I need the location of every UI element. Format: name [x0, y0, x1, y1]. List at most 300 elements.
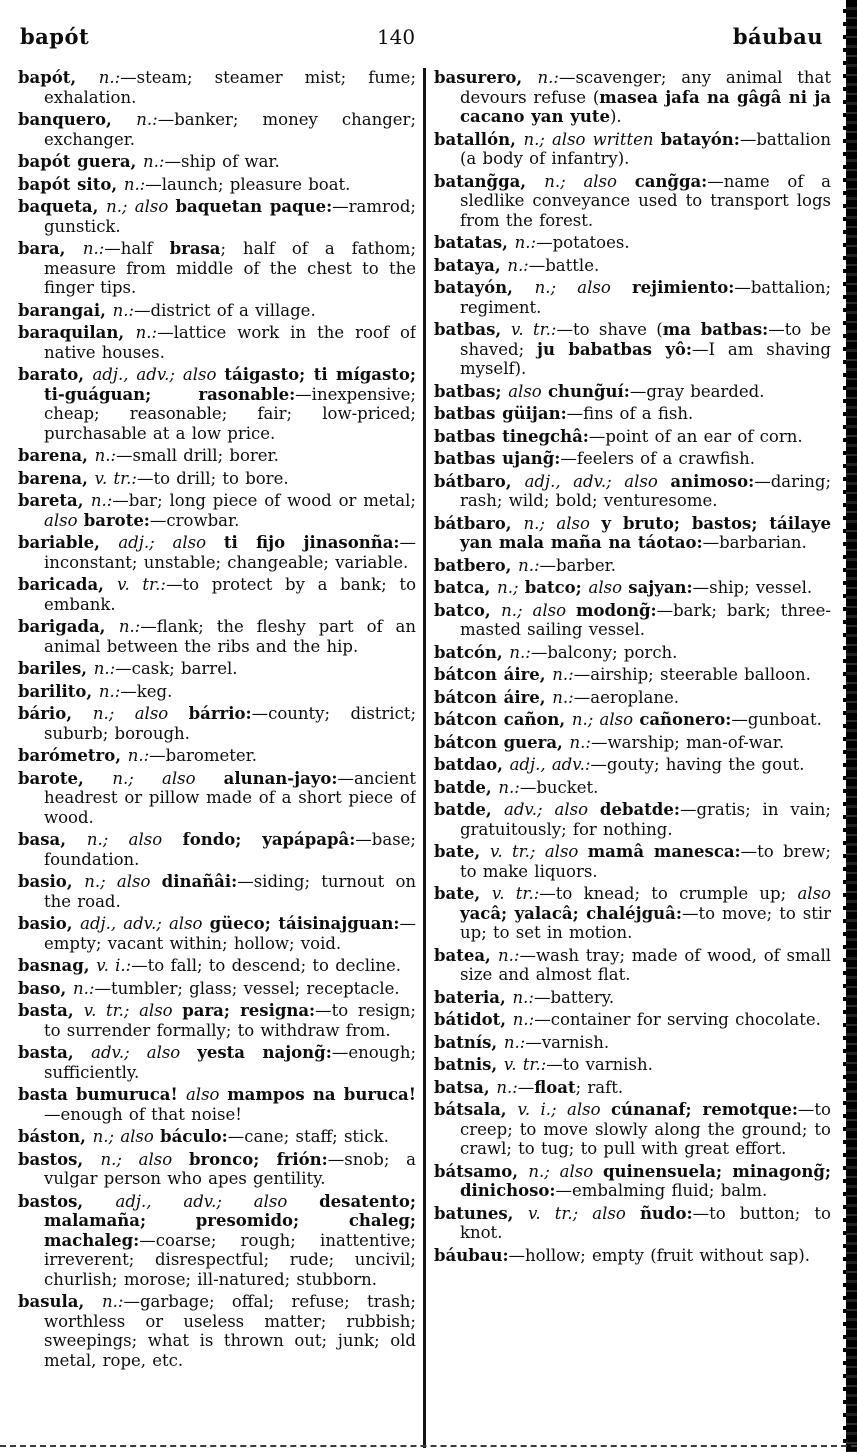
- entry-segment: alunan-jayo:: [223, 768, 338, 788]
- entry-segment: ñudo:: [639, 1203, 693, 1223]
- dictionary-entry: [434, 472, 831, 511]
- entry-segment: quinensuela; minagong̃; dinichoso:: [460, 1161, 831, 1200]
- dictionary-entry: [18, 469, 416, 489]
- entry-segment: n.; also: [528, 1161, 603, 1181]
- entry-segment: batbas güijan:: [434, 404, 567, 423]
- entry-segment: barato,: [18, 365, 93, 384]
- entry-segment: n.; also: [86, 830, 183, 849]
- entry-segment: barangai,: [18, 300, 113, 320]
- entry-segment: n.:: [552, 665, 574, 684]
- entry-segment: v. tr.:: [503, 1055, 547, 1074]
- entry-segment: n.:: [496, 1077, 518, 1097]
- entry-segment: n.:: [537, 68, 559, 87]
- entry-segment: basio,: [18, 872, 85, 891]
- entry-segment: batbas;: [434, 381, 509, 401]
- dictionary-entry: [434, 278, 831, 317]
- entry-segment: —bark; bark; three-masted sailing vessel.: [460, 600, 831, 639]
- header-last-headword: báubau: [732, 24, 823, 49]
- entry-segment: v. tr.:: [491, 884, 540, 903]
- entry-segment: —to shave (: [556, 320, 663, 339]
- dictionary-entry: [434, 172, 831, 231]
- dictionary-entry: [18, 1001, 416, 1040]
- dictionary-entry: [434, 404, 831, 424]
- entry-segment: batea,: [434, 945, 499, 965]
- entry-segment: —lattice work in the roof of native houses.: [44, 323, 416, 362]
- entry-segment: n.:: [90, 491, 113, 510]
- entry-segment: basio,: [18, 914, 81, 933]
- entry-segment: float: [534, 1077, 576, 1097]
- entry-segment: basta,: [18, 1001, 84, 1020]
- dictionary-entry: [434, 1100, 831, 1159]
- entry-segment: batde,: [434, 777, 499, 797]
- entry-segment: dinañâi:: [161, 872, 238, 891]
- dictionary-entry: [18, 1292, 416, 1370]
- entry-segment: n.:: [73, 978, 95, 998]
- entry-segment: n.; also: [92, 1127, 161, 1146]
- entry-segment: —inconstant; unstable; changeable; variable.: [44, 533, 416, 572]
- entry-segment: —enough; sufficiently.: [44, 1043, 416, 1082]
- entry-segment: v. tr.; also: [489, 842, 588, 861]
- dictionary-entry: [434, 946, 831, 985]
- entry-segment: —gray bearded.: [629, 381, 765, 401]
- entry-segment: baqueta,: [18, 197, 107, 216]
- entry-segment: —balcony; porch.: [530, 642, 678, 662]
- entry-segment: —I am shaving myself).: [460, 339, 831, 378]
- entry-segment: desatento; malamaña; presomido; chaleg; machaleg:: [44, 1191, 416, 1250]
- entry-segment: v. tr.; also: [83, 1001, 183, 1020]
- entry-segment: —snob; a vulgar person who apes gentility.: [44, 1149, 416, 1188]
- entry-segment: batca,: [434, 578, 498, 597]
- entry-segment: n.:: [509, 642, 531, 662]
- dictionary-entry: [434, 643, 831, 663]
- entry-segment: batbas tinegchâ:: [434, 426, 589, 446]
- entry-segment: —container for serving chocolate.: [534, 1010, 821, 1029]
- entry-segment: also: [588, 578, 629, 597]
- entry-segment: —ship; vessel.: [692, 578, 813, 597]
- entry-segment: —ancient headrest or pillow made of a short piece of wood.: [44, 768, 416, 827]
- dictionary-entry: [434, 1033, 831, 1053]
- dictionary-entry: [18, 1043, 416, 1082]
- entry-segment: —to varnish.: [546, 1055, 653, 1074]
- entry-segment: n.:: [512, 1010, 535, 1029]
- entry-segment: batayón,: [434, 278, 535, 297]
- entry-segment: bariable,: [18, 533, 119, 552]
- entry-segment: —small drill; borer.: [116, 446, 279, 465]
- entry-segment: n.:: [123, 174, 146, 194]
- dictionary-entry: [18, 197, 416, 236]
- entry-segment: n.; also: [523, 513, 602, 533]
- entry-segment: para; resigna:: [182, 1001, 316, 1020]
- dictionary-entry: [18, 830, 416, 869]
- entry-segment: —gouty; having the gout.: [590, 755, 805, 774]
- entry-segment: n.:: [98, 681, 121, 701]
- entry-segment: —to be shaved;: [460, 320, 831, 359]
- entry-segment: n.; also: [84, 872, 162, 891]
- dictionary-entry: [434, 578, 831, 598]
- entry-segment: —varnish.: [525, 1032, 610, 1052]
- entry-segment: bátcon cañon,: [434, 710, 572, 729]
- entry-segment: also: [797, 884, 831, 903]
- dictionary-entry: [434, 427, 831, 447]
- entry-segment: n.:: [512, 987, 534, 1007]
- entry-segment: also: [508, 381, 548, 401]
- entry-segment: —siding; turnout on the road.: [44, 872, 416, 911]
- entry-segment: batdao,: [434, 755, 510, 774]
- entry-segment: —to protect by a bank; to embank.: [44, 575, 416, 614]
- entry-segment: bátsala,: [434, 1100, 518, 1119]
- entry-segment: —district of a village.: [134, 300, 316, 320]
- entry-segment: ti fijo jinasonña:: [223, 533, 400, 552]
- entry-segment: n.; also: [571, 710, 640, 729]
- entry-segment: —enough of that noise!: [44, 1104, 242, 1124]
- entry-segment: —keg.: [120, 681, 173, 701]
- entry-segment: —to creep; to move slowly along the ground; to crawl; to tug; to pull with great effort.: [460, 1100, 831, 1158]
- entry-segment: batbas ujang̃:: [434, 449, 561, 468]
- dictionary-entry: [18, 1150, 416, 1189]
- entry-segment: v. i.; also: [517, 1100, 611, 1119]
- entry-segment: n.:: [503, 1032, 526, 1052]
- entry-segment: n.:: [102, 1292, 124, 1311]
- dictionary-entry: [18, 659, 416, 679]
- entry-segment: v. tr.; also: [527, 1203, 640, 1223]
- dictionary-entry: [434, 778, 831, 798]
- dictionary-entry: [434, 256, 831, 276]
- dictionary-entry: [434, 1010, 831, 1030]
- entry-segment: batbero,: [434, 555, 519, 575]
- entry-segment: batsa,: [434, 1077, 497, 1097]
- entry-segment: —to fall; to descend; to decline.: [131, 956, 401, 975]
- entry-segment: basta bumuruca!: [18, 1085, 186, 1104]
- column-divider-rule: [423, 68, 426, 1448]
- entry-segment: cañonero:: [639, 710, 732, 729]
- entry-segment: v. tr.:: [94, 468, 137, 488]
- entry-segment: barómetro,: [18, 746, 128, 765]
- entry-segment: n.; also: [92, 704, 189, 723]
- entry-segment: n.:: [507, 255, 529, 275]
- entry-segment: batnis,: [434, 1055, 504, 1074]
- entry-segment: bariles,: [18, 659, 94, 678]
- dictionary-entry: [18, 301, 416, 321]
- entry-segment: —county; district; suburb; borough.: [44, 704, 416, 743]
- entry-segment: n.; also written: [523, 129, 661, 149]
- entry-segment: baso,: [18, 978, 74, 998]
- entry-segment: n.:: [94, 446, 117, 465]
- text-body: [0, 62, 857, 1448]
- entry-segment: —feelers of a crawfish.: [560, 449, 755, 468]
- entry-segment: n.:: [135, 323, 158, 342]
- scan-edge-artifact: [846, 0, 857, 1452]
- entry-segment: ma batbas:: [662, 320, 769, 339]
- entry-segment: adv.; also: [91, 1043, 198, 1062]
- entry-segment: brasa: [169, 239, 221, 258]
- entry-segment: y bruto; bastos; táilaye yan mala maña na táotao:: [460, 513, 832, 552]
- dictionary-entry: [434, 514, 831, 553]
- entry-segment: —aeroplane.: [573, 687, 679, 707]
- dictionary-entry: [434, 1055, 831, 1075]
- entry-segment: —empty; vacant within; hollow; void.: [44, 914, 416, 953]
- entry-segment: —barometer.: [149, 746, 257, 765]
- entry-segment: masea jafa na gâgâ ni ja cacano yan yute: [460, 87, 832, 126]
- entry-segment: batallón,: [434, 129, 524, 149]
- entry-segment: —point of an ear of corn.: [588, 426, 803, 446]
- entry-segment: —to resign; to surrender formally; to withdraw from.: [44, 1001, 416, 1040]
- dictionary-entry: [18, 446, 416, 466]
- entry-segment: n.:: [569, 732, 591, 752]
- running-head: [0, 0, 857, 62]
- entry-segment: batcón,: [434, 642, 510, 662]
- entry-segment: bastos,: [18, 1149, 101, 1169]
- entry-segment: mamâ manesca:: [587, 842, 741, 861]
- entry-segment: —barber.: [539, 555, 616, 575]
- entry-segment: —warship; man-of-war.: [590, 732, 785, 752]
- dictionary-entry: [434, 233, 831, 253]
- dictionary-entry: [18, 1085, 416, 1124]
- entry-segment: adv.; also: [504, 800, 600, 819]
- entry-segment: ; half of a fathom; measure from middle of the chest to the finger tips.: [44, 239, 416, 297]
- entry-segment: ju babatbas yô:: [537, 339, 693, 359]
- page-bottom-edge: [0, 1445, 857, 1447]
- dictionary-entry: [18, 979, 416, 999]
- entry-segment: —coarse; rough; inattentive; irreverent; disrespectful; rude; uncivil; churlish; morose; ill-natured; stubborn.: [44, 1230, 416, 1289]
- entry-segment: basta,: [18, 1043, 92, 1062]
- entry-segment: n.; also: [534, 278, 632, 297]
- entry-segment: —gunboat.: [731, 710, 822, 729]
- entry-segment: n.; also: [544, 171, 635, 191]
- entry-segment: v. tr.:: [117, 575, 166, 594]
- dictionary-entry: [18, 68, 416, 107]
- dictionary-entry: [434, 449, 831, 469]
- dictionary-entry: [18, 175, 416, 195]
- dictionary-entry: [18, 1192, 416, 1290]
- dictionary-entry: [434, 988, 831, 1008]
- entry-segment: adj., adv.; also: [80, 914, 210, 933]
- entry-segment: —embalming fluid; balm.: [555, 1181, 768, 1200]
- entry-segment: —wash tray; made of wood, of small size and almost flat.: [460, 945, 831, 984]
- entry-segment: basa,: [18, 830, 87, 849]
- entry-segment: —bar; long piece of wood or metal;: [112, 491, 416, 510]
- dictionary-entry: [434, 1162, 831, 1201]
- entry-segment: bareta,: [18, 491, 91, 510]
- dictionary-entry: [18, 682, 416, 702]
- entry-segment: —potatoes.: [536, 233, 630, 252]
- entry-segment: —to button; to knot.: [460, 1203, 831, 1242]
- entry-segment: báston,: [18, 1127, 93, 1146]
- entry-segment: fondo; yapápapâ:: [182, 830, 356, 849]
- entry-segment: yacâ; yalacâ; chaléjguâ:: [460, 903, 682, 923]
- entry-segment: yesta najong̃:: [197, 1043, 332, 1062]
- dictionary-entry: [434, 710, 831, 730]
- dictionary-entry: [18, 491, 416, 530]
- entry-segment: —crowbar.: [149, 510, 240, 530]
- entry-segment: batbas,: [434, 320, 511, 339]
- entry-segment: —inexpensive; cheap; reasonable; fair; low-priced; purchasable at a low price.: [44, 384, 416, 443]
- entry-segment: —barbarian.: [702, 533, 807, 552]
- entry-segment: animoso:: [670, 471, 755, 491]
- entry-segment: n.:: [136, 110, 158, 129]
- entry-segment: —banker; money changer; exchanger.: [44, 110, 416, 149]
- entry-segment: —: [517, 1077, 535, 1097]
- entry-segment: modong̃:: [575, 600, 657, 620]
- column-right: [434, 68, 845, 1448]
- entry-segment: also: [44, 510, 84, 530]
- dictionary-entry: [18, 365, 416, 443]
- entry-segment: —cask; barrel.: [115, 659, 238, 678]
- entry-segment: bataya,: [434, 255, 508, 275]
- entry-segment: batco,: [434, 600, 502, 620]
- entry-segment: bateria,: [434, 987, 513, 1007]
- dictionary-entry: [434, 755, 831, 775]
- entry-segment: —cane; staff; stick.: [227, 1127, 389, 1146]
- entry-segment: barigada,: [18, 617, 119, 636]
- entry-segment: batde,: [434, 800, 505, 819]
- dictionary-entry: [18, 914, 416, 953]
- entry-segment: —steam; steamer mist; fume; exhalation.: [44, 68, 416, 107]
- entry-segment: cúnanaf; remotque:: [610, 1100, 798, 1119]
- entry-segment: bátbaro,: [434, 513, 524, 533]
- dictionary-entry: [18, 769, 416, 828]
- entry-segment: batang̃ga,: [434, 171, 545, 191]
- column-left: [18, 68, 416, 1448]
- entry-segment: n.; also: [106, 197, 176, 216]
- entry-segment: barilito,: [18, 681, 99, 701]
- dictionary-entry: [18, 239, 416, 298]
- entry-segment: n.:: [518, 555, 540, 575]
- entry-segment: bate,: [434, 842, 490, 861]
- entry-segment: baricada,: [18, 575, 118, 594]
- dictionary-entry: [434, 130, 831, 169]
- entry-segment: n.:: [552, 687, 574, 707]
- dictionary-entry: [18, 746, 416, 766]
- entry-segment: táigasto; ti mígasto; ti-guáguan; rasonable:: [44, 365, 416, 404]
- entry-segment: ).: [609, 107, 622, 126]
- entry-segment: báubau:: [434, 1245, 509, 1265]
- entry-segment: adj., adv.; also: [92, 365, 225, 384]
- entry-segment: batnís,: [434, 1032, 504, 1052]
- entry-segment: bronco; frión:: [188, 1149, 328, 1169]
- dictionary-entry: [18, 323, 416, 362]
- header-first-headword: bapót: [20, 24, 90, 49]
- entry-segment: —garbage; offal; refuse; trash; worthless or useless matter; rubbish; sweepings; what is thrown out; junk; old metal, rope, etc.: [44, 1292, 416, 1370]
- entry-segment: güeco; táisinajguan:: [209, 914, 400, 933]
- dictionary-entry: [434, 665, 831, 685]
- entry-segment: barote:: [83, 510, 150, 530]
- entry-segment: sajyan:: [628, 578, 693, 597]
- entry-segment: —gratis; in vain; gratuitously; for nothing.: [460, 800, 831, 839]
- entry-segment: n.; also: [100, 1149, 189, 1169]
- entry-segment: n.:: [82, 239, 105, 258]
- entry-segment: bara,: [18, 239, 83, 258]
- entry-segment: n.:: [118, 617, 141, 636]
- dictionary-entry: [18, 704, 416, 743]
- entry-segment: chung̃uí:: [547, 381, 630, 401]
- entry-segment: —fins of a fish.: [566, 404, 694, 423]
- entry-segment: debatde:: [599, 800, 680, 819]
- entry-segment: bastos,: [18, 1191, 116, 1211]
- dictionary-entry: [434, 1246, 831, 1266]
- entry-segment: n.;: [497, 578, 525, 597]
- entry-segment: n.:: [498, 777, 520, 797]
- entry-segment: —battalion (a body of infantry).: [460, 129, 831, 168]
- entry-segment: ; raft.: [575, 1077, 624, 1097]
- entry-segment: n.:: [93, 659, 116, 678]
- entry-segment: adj., adv.; also: [115, 1191, 320, 1211]
- entry-segment: —hollow; empty (fruit without sap).: [508, 1245, 811, 1265]
- entry-segment: bapót,: [18, 68, 99, 87]
- entry-segment: bate,: [434, 884, 492, 903]
- entry-segment: —ship of war.: [164, 152, 280, 171]
- entry-segment: n.:: [127, 746, 150, 765]
- entry-segment: banquero,: [18, 110, 137, 129]
- entry-segment: —ramrod; gunstick.: [44, 197, 416, 236]
- entry-segment: —bucket.: [519, 777, 599, 797]
- entry-segment: n.:: [112, 300, 135, 320]
- entry-segment: n.; also: [501, 600, 576, 620]
- entry-segment: —daring; rash; wild; bold; venturesome.: [460, 471, 832, 510]
- dictionary-entry: [18, 152, 416, 172]
- entry-segment: also: [185, 1085, 228, 1104]
- dictionary-entry: [18, 110, 416, 149]
- dictionary-entry: [18, 533, 416, 572]
- entry-segment: —base; foundation.: [44, 830, 416, 869]
- entry-segment: n.:: [98, 68, 121, 87]
- entry-segment: adj., adv.; also: [524, 471, 671, 491]
- dictionary-entry: [434, 733, 831, 753]
- dictionary-entry: [434, 320, 831, 379]
- entry-segment: barote,: [18, 768, 113, 788]
- entry-segment: báculo:: [160, 1127, 228, 1146]
- dictionary-entry: [434, 800, 831, 839]
- entry-segment: —tumbler; glass; vessel; receptacle.: [94, 978, 400, 998]
- dictionary-entry: [434, 688, 831, 708]
- entry-segment: bapót guera,: [18, 152, 144, 171]
- entry-segment: baraquilan,: [18, 323, 136, 342]
- entry-segment: n.:: [143, 152, 165, 171]
- entry-segment: n.; also: [112, 768, 224, 788]
- entry-segment: cang̃ga:: [634, 171, 708, 191]
- entry-segment: bátidot,: [434, 1010, 513, 1029]
- entry-segment: batayón:: [660, 129, 740, 149]
- entry-segment: v. tr.:: [510, 320, 557, 339]
- entry-segment: —battery.: [533, 987, 615, 1007]
- dictionary-entry: [434, 68, 831, 127]
- entry-segment: bátsamo,: [434, 1161, 529, 1181]
- dictionary-entry: [434, 601, 831, 640]
- entry-segment: —to knead; to crumple up;: [539, 884, 798, 903]
- entry-segment: —to move; to stir up; to set in motion.: [460, 903, 832, 942]
- entry-segment: n.:: [498, 945, 520, 965]
- entry-segment: baquetan paque:: [175, 197, 333, 216]
- entry-segment: batco;: [524, 578, 589, 597]
- entry-segment: —to brew; to make liquors.: [460, 842, 831, 881]
- entry-segment: —battle.: [528, 255, 600, 275]
- entry-segment: —half: [104, 239, 170, 258]
- dictionary-entry: [18, 872, 416, 911]
- entry-segment: barena,: [18, 468, 95, 488]
- entry-segment: bátcon áire,: [434, 665, 553, 684]
- dictionary-entry: [18, 1127, 416, 1147]
- entry-segment: barena,: [18, 446, 95, 465]
- page-number: 140: [376, 25, 416, 49]
- dictionary-entry: [18, 617, 416, 656]
- dictionary-entry: [434, 842, 831, 881]
- entry-segment: n.:: [514, 233, 537, 252]
- dictionary-entry: [434, 556, 831, 576]
- entry-segment: basula,: [18, 1292, 103, 1311]
- entry-segment: —battalion; regiment.: [460, 278, 832, 317]
- entry-segment: v. i.:: [96, 956, 132, 975]
- entry-segment: —name of a sledlike conveyance used to transport logs from the forest.: [460, 171, 831, 230]
- dictionary-entry: [18, 956, 416, 976]
